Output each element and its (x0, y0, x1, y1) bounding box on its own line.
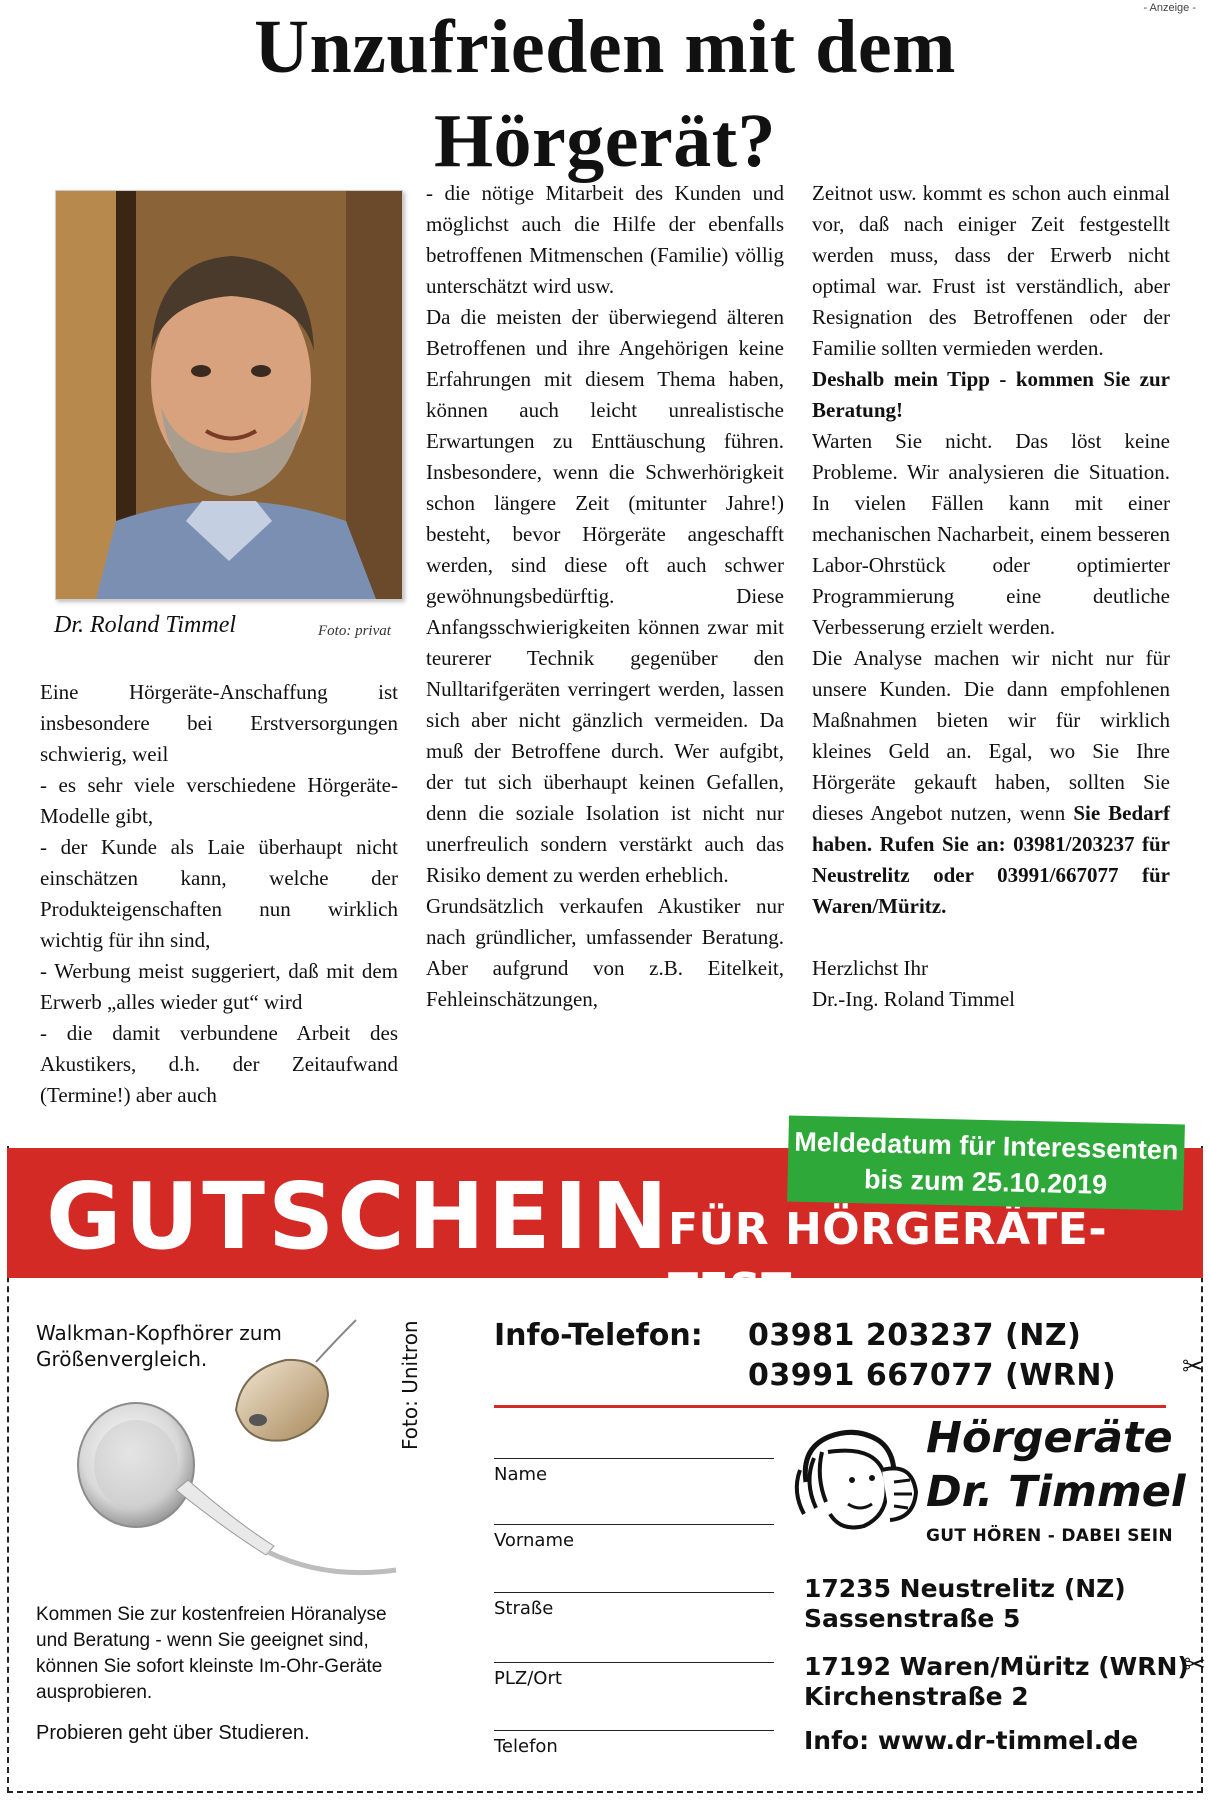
photo-credit: Foto: Unitron (398, 1320, 422, 1450)
article-paragraph: Zeitnot usw. kommt es schon auch einmal vor, daß nach einiger Zeit festgestellt werden muss, dass der Erwerb nicht optimal war. Frust ist verständlich, aber Resignation des Betroffenen oder der Familie sollten vermieden werden. (812, 181, 1170, 360)
article-column-3 (812, 178, 1170, 1015)
telefon-input-line[interactable] (494, 1730, 774, 1731)
article-paragraph: - der Kunde als Laie überhaupt nicht einschätzen kann, welche der Produkteigenschaften nun wirklich wichtig für ihn sind, (40, 835, 398, 952)
vorname-input-line[interactable] (494, 1524, 774, 1525)
address-waren-street: Kirchenstraße 2 (804, 1682, 1029, 1711)
portrait-photo (55, 190, 403, 600)
vorname-field-label: Vorname (494, 1530, 575, 1551)
deadline-line-1: Meldedatum für Interessenten (794, 1126, 1179, 1166)
plz-ort-field-label: PLZ/Ort (494, 1668, 562, 1689)
address-waren-city: 17192 Waren/Müritz (WRN) (804, 1652, 1189, 1681)
article-paragraph: - es sehr viele verschiedene Hörgeräte-Modelle gibt, (40, 773, 398, 828)
strasse-field-label: Straße (494, 1598, 554, 1619)
name-field-label: Name (494, 1464, 548, 1485)
headline-line-1: Unzufrieden mit dem (254, 5, 956, 89)
headline (0, 0, 1210, 188)
photo-caption-name: Dr. Roland Timmel (54, 612, 237, 638)
article-paragraph: Eine Hörgeräte-Anschaffung ist insbesondere bei Erstversorgungen schwierig, weil (40, 680, 398, 766)
article-call-to-action: Sie Bedarf haben. Rufen Sie an: 03981/203237 für Neustrelitz oder 03991/667077 für Waren/Müritz. (812, 801, 1170, 918)
advertisement-label: - Anzeige - (1143, 2, 1196, 14)
address-neustrelitz-city: 17235 Neustrelitz (NZ) (804, 1574, 1126, 1603)
promo-text: Kommen Sie zur kostenfreien Höranalyse und Beratung - wenn Sie geeignet sind, können Sie sofort kleinste Im-Ohr-Geräte ausprobieren. (36, 1604, 387, 1703)
article-text: Die Analyse machen wir nicht nur für unsere Kunden. Die dann empfohlenen Maßnahmen bieten wir für wirklich kleines Geld an. Egal, wo Sie Ihre Hörgeräte gekauft haben, sollten Sie dieses Angebot nutzen, wenn (812, 646, 1170, 825)
phone-neustrelitz[interactable]: 03981 203237 (NZ) (748, 1318, 1082, 1353)
logo-face-icon (786, 1422, 926, 1544)
scissors-icon: ✂ (1182, 1352, 1204, 1382)
tagline: Probieren geht über Studieren. (36, 1722, 310, 1744)
article-paragraph: - Werbung meist suggeriert, daß mit dem Erwerb „alles wieder gut“ wird (40, 959, 398, 1014)
article-signature: Dr.-Ing. Roland Timmel (812, 987, 1016, 1011)
telefon-field-label: Telefon (494, 1736, 558, 1757)
article-paragraph: Warten Sie nicht. Das löst keine Probleme. Wir analysieren die Situation. In vielen Fällen kann mit einer mechanischen Nacharbeit, einem besseren Labor-Ohrstück oder optimierter Programmierung eine deutliche Verbesserung erzielt werden. (812, 429, 1170, 639)
info-phone-label: Info-Telefon: (494, 1318, 703, 1353)
portrait-illustration (56, 191, 402, 599)
photo-caption-credit: Foto: privat (318, 623, 391, 639)
article-paragraph: - die damit verbundene Arbeit des Akustikers, d.h. der Zeitaufwand (Termine!) aber auch (40, 1021, 398, 1107)
coupon-subtitle: FÜR HÖRGERÄTE-TEST (668, 1204, 1108, 1315)
headline-line-2: Hörgerät? (433, 99, 777, 183)
logo-slogan: GUT HÖREN - DABEI SEIN (926, 1526, 1173, 1546)
article-paragraph: - die nötige Mitarbeit des Kunden und möglichst auch die Hilfe der ebenfalls betroffenen Mitmenschen (Familie) völlig unterschätzt wird usw. (426, 181, 784, 298)
article-paragraph: Grundsätzlich verkaufen Akustiker nur nach gründlicher, umfassender Beratung. Aber aufgrund von z.B. Eitelkeit, Fehleinschätzungen, (426, 894, 784, 1011)
name-input-line[interactable] (494, 1458, 774, 1459)
scissors-icon: ✂ (1184, 1650, 1206, 1680)
walkman-caption: Walkman-Kopfhörer zum Größenvergleich. (36, 1321, 282, 1371)
article-column-1 (40, 677, 398, 1111)
website-link[interactable]: Info: www.dr-timmel.de (804, 1726, 1139, 1755)
logo-text-line-1: Hörgeräte (926, 1413, 1173, 1463)
article-paragraph: Da die meisten der überwiegend älteren Betroffenen und ihre Angehörigen keine Erfahrungen mit diesem Thema haben, können auch leicht unrealistische Erwartungen zu Enttäuschung führen. Insbesondere, wenn die Schwerhörigkeit schon längere Zeit (mitunter Jahre!) besteht, bevor Hörgeräte angeschafft werden, sind diese oft auch schwer gewöhnungsbedürftig. Diese Anfangsschwierigkeiten können zwar mit teurerer Technik gegenüber den Nulltarifgeräten verringert werden, lassen sich aber nicht gänzlich vermeiden. Da muß der Betroffene durch. Wer aufgibt, der tut sich überhaupt keinen Gefallen, denn die soziale Isolation ist nicht nur unerfreulich sondern verstärkt auch das Risiko dement zu werden erheblich. (426, 305, 784, 887)
logo-text-line-2: Dr. Timmel (926, 1467, 1186, 1517)
article-closing: Herzlichst Ihr (812, 956, 929, 980)
address-neustrelitz-street: Sassenstraße 5 (804, 1604, 1021, 1633)
article-paragraph (812, 643, 1170, 922)
strasse-input-line[interactable] (494, 1592, 774, 1593)
divider (494, 1405, 1166, 1408)
deadline-line-2: bis zum 25.10.2019 (863, 1164, 1108, 1200)
article-column-2 (426, 178, 784, 1015)
article-tip: Deshalb mein Tipp - kommen Sie zur Beratung! (812, 367, 1170, 422)
coupon-title: GUTSCHEIN (46, 1163, 671, 1270)
deadline-tag (787, 1116, 1185, 1211)
plz-ort-input-line[interactable] (494, 1662, 774, 1663)
phone-waren[interactable]: 03991 667077 (WRN) (748, 1358, 1117, 1393)
